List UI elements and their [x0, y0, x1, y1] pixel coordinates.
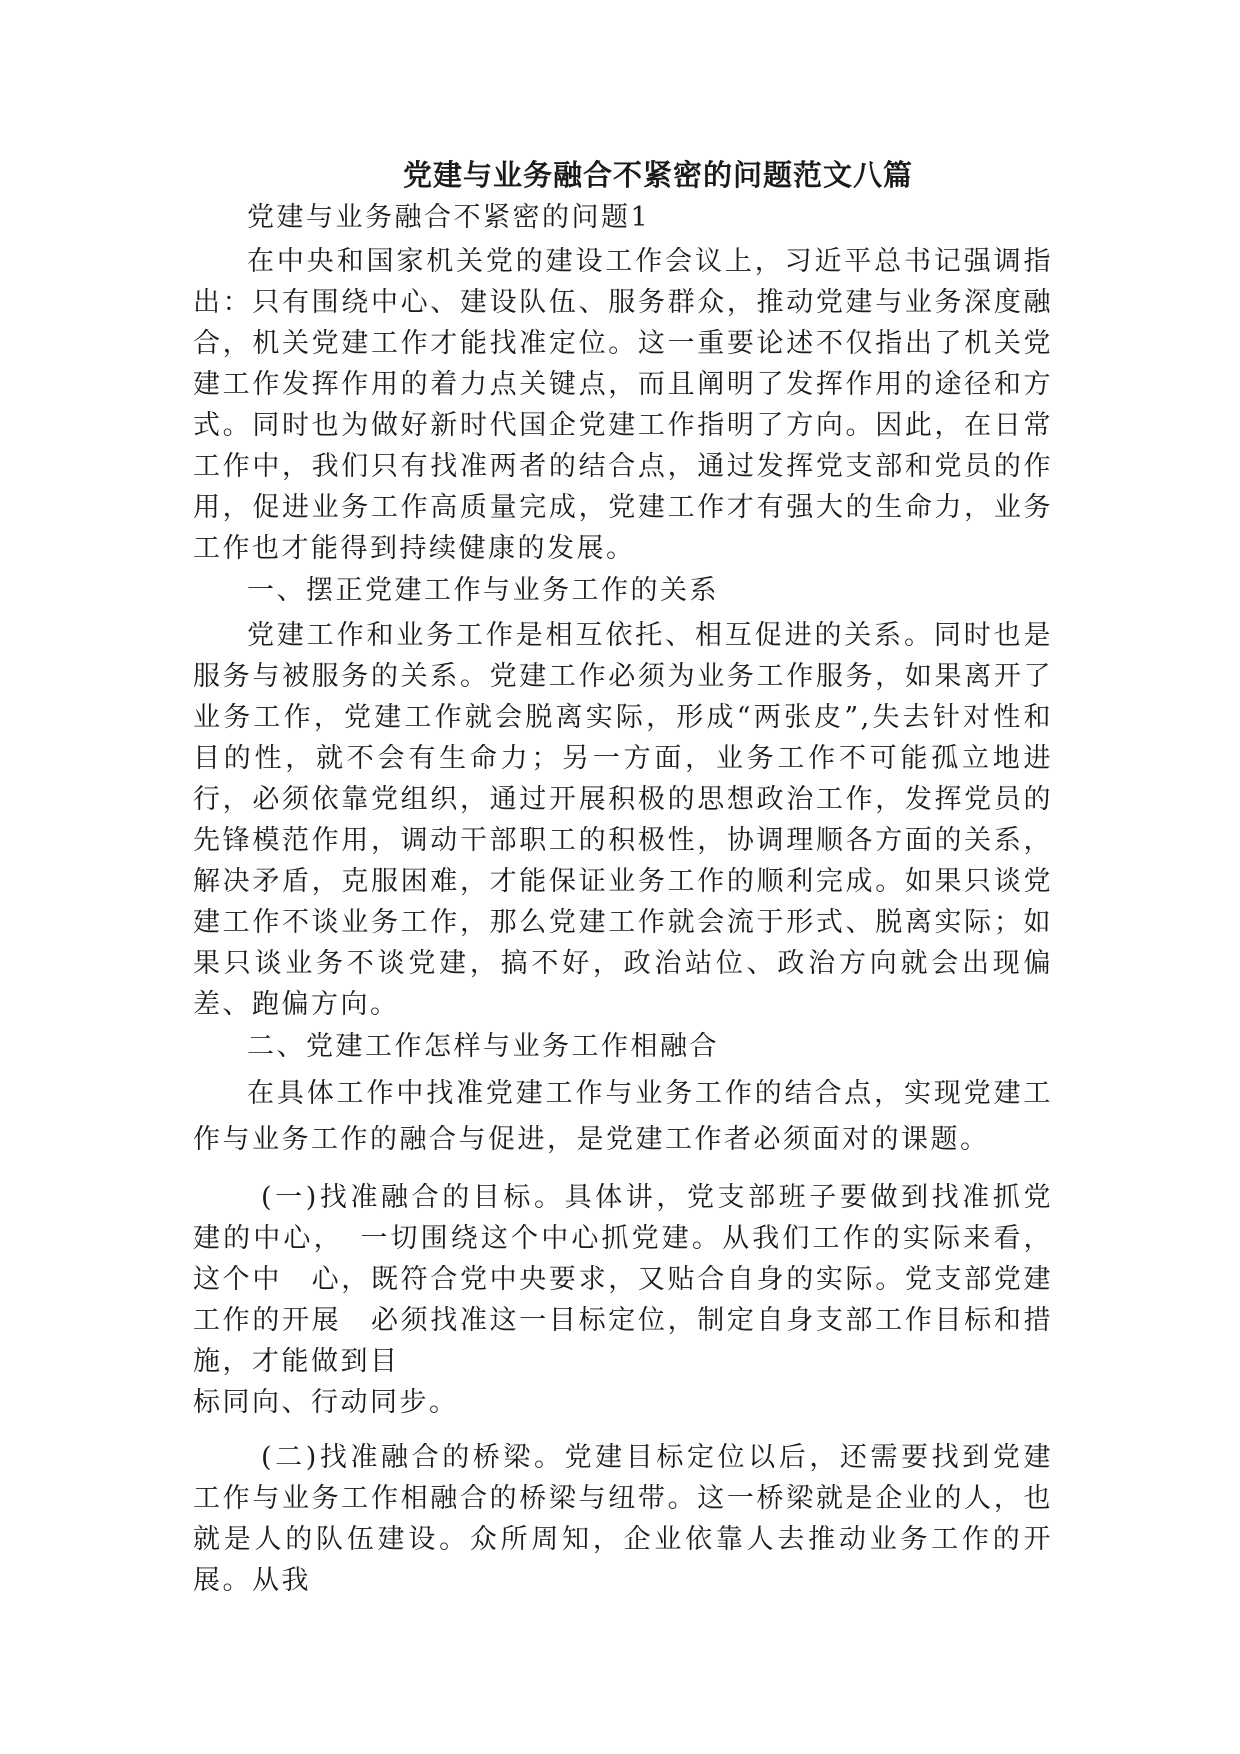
paragraph-bridge: (二)找准融合的桥梁。党建目标定位以后，还需要找到党建工作与业务工作相融合的桥梁与纽带。这一桥梁就是企业的人，也就是人的队伍建设。众所周知，企业依靠人去推动业务工作的开展。从我: [193, 1442, 1053, 1596]
paragraph-intro: 在中央和国家机关党的建设工作会议上，习近平总书记强调指出：只有围绕中心、建设队伍、服务群众，推动党建与业务深度融合，机关党建工作才能找准定位。这一重要论述不仅指出了机关党建工作发挥作用的着力点关键点，而且阐明了发挥作用的途径和方式。同时也为做好新时代国企党建工作指明了方向。因此，在日常工作中，我们只有找准两者的结合点，通过发挥党支部和党员的作用，促进业务工作高质量完成，党建工作才有强大的生命力，业务工作也才能得到持续健康的发展。: [193, 246, 1053, 564]
document-body: [193, 153, 1053, 1601]
paragraph-integration: 在具体工作中找准党建工作与业务工作的结合点，实现党建工作与业务工作的融合与促进，是党建工作者必须面对的课题。: [193, 1078, 1053, 1155]
paragraph-relationship: 党建工作和业务工作是相互依托、相互促进的关系。同时也是服务与被服务的关系。党建工作必须为业务工作服务，如果离开了业务工作，党建工作就会脱离实际，形成“两张皮”,失去针对性和目的性，就不会有生命力；另一方面，业务工作不可能孤立地进行，必须依靠党组织，通过开展积极的思想政治工作，发挥党员的先锋模范作用，调动干部职工的积极性，协调理顺各方面的关系，解决矛盾，克服困难，才能保证业务工作的顺利完成。如果只谈党建工作不谈业务工作，那么党建工作就会流于形式、脱离实际；如果只谈业务不谈党建，搞不好，政治站位、政治方向就会出现偏差、跑偏方向。: [193, 620, 1053, 1020]
section-heading-1: 一、摆正党建工作与业务工作的关系: [247, 575, 719, 606]
paragraph-target: (一)找准融合的目标。具体讲，党支部班子要做到找准抓党建的中心， 一切围绕这个中心抓党建。从我们工作的实际来看，这个中 心，既符合党中央要求，又贴合自身的实际。党支部党建工作的开展 必须找准这一目标定位，制定自身支部工作目标和措施，才能做到目: [193, 1182, 1053, 1377]
document-subtitle: 党建与业务融合不紧密的问题1: [247, 202, 651, 233]
section-heading-2: 二、党建工作怎样与业务工作相融合: [247, 1031, 719, 1062]
document-title: 党建与业务融合不紧密的问题范文八篇: [402, 158, 913, 192]
paragraph-target-trail: 标同向、行动同步。: [193, 1387, 459, 1418]
